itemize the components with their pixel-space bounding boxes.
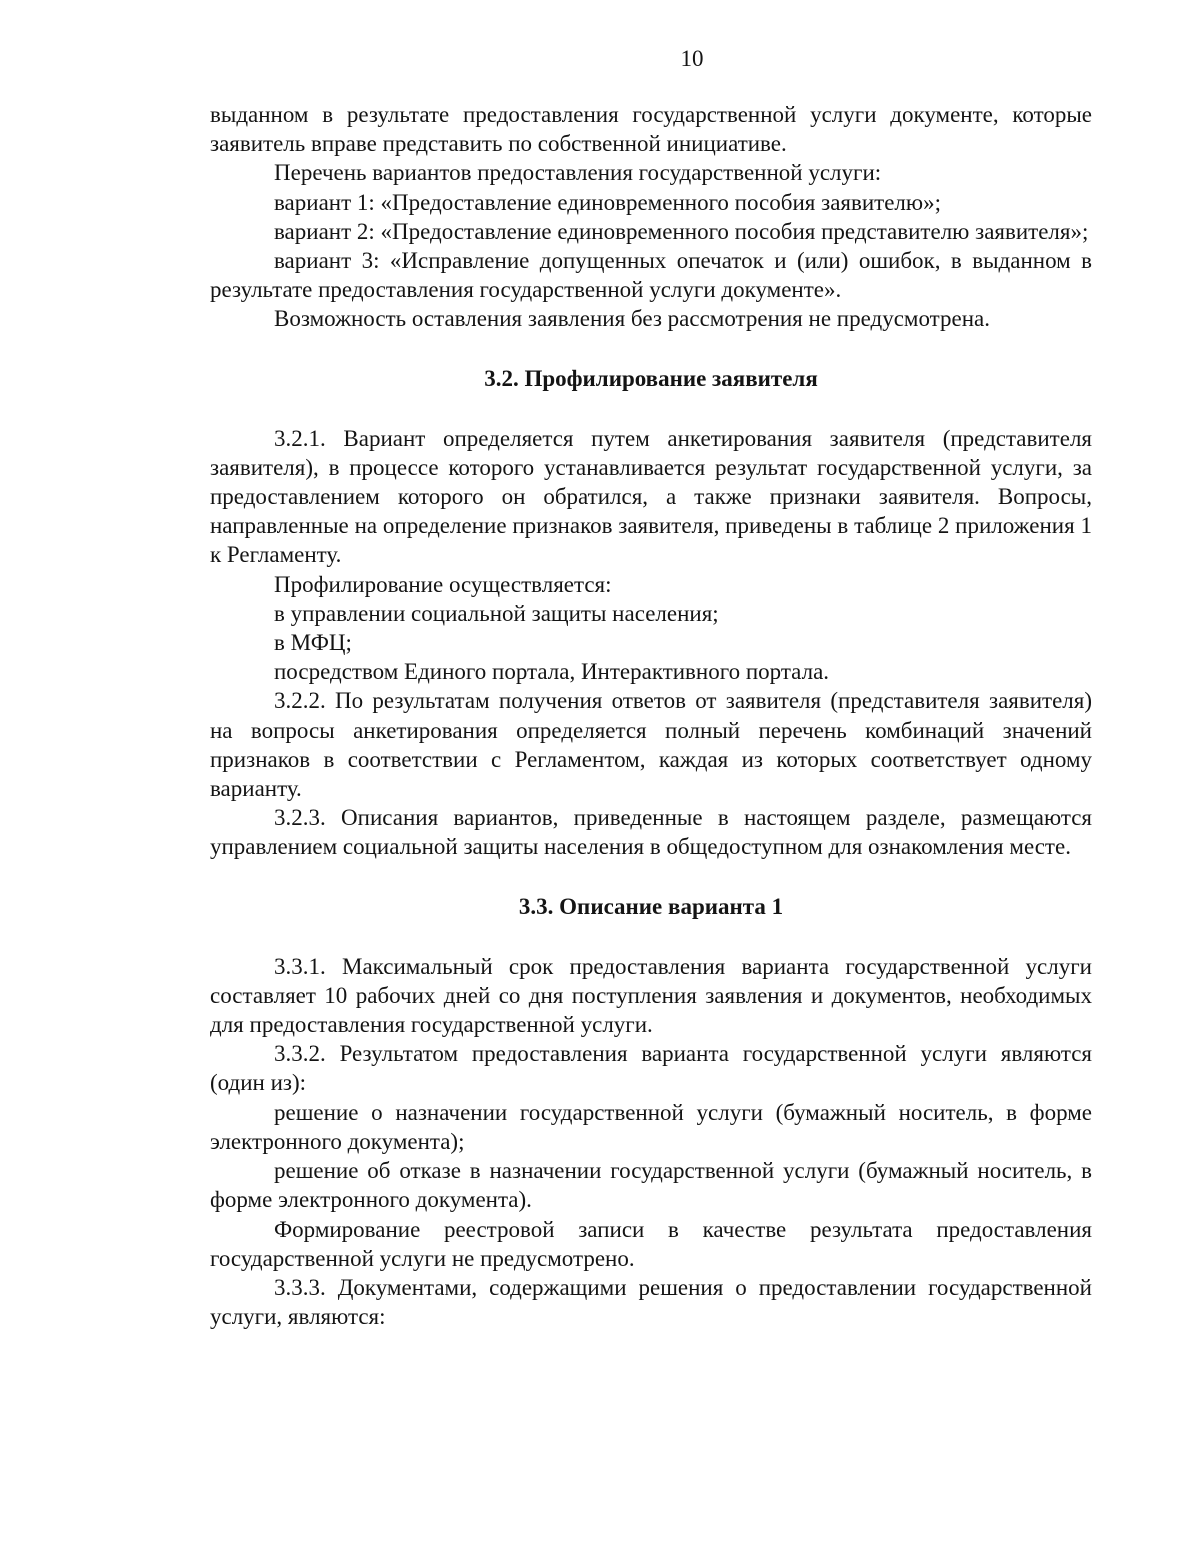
paragraph-3-2-1: 3.2.1. Вариант определяется путем анкетирования заявителя (представителя заявителя), в процессе которого устанавливается результат государственной услуги, за предоставлением которого он обратился, а также признаки заявителя. Вопросы, направленные на определение признаков заявителя, приведены в таблице 2 приложения 1 к Регламенту. (210, 425, 1092, 568)
paragraph-3-2-2: 3.2.2. По результатам получения ответов от заявителя (представителя заявителя) на вопросы анкетирования определяется полный перечень комбинаций значений признаков в соответствии с Регламентом, каждая из которых соответствует одному варианту. (210, 688, 1092, 802)
paragraph-profiling-place-2: в МФЦ; (274, 630, 352, 656)
paragraph-variant-3: вариант 3: «Исправление допущенных опечаток и (или) ошибок, в выданном в результате предоставления государственной услуги документе». (210, 248, 1092, 303)
document-page (210, 44, 1092, 1331)
paragraph-profiling-place-3: посредством Единого портала, Интерактивного портала. (274, 659, 830, 685)
section-heading-3-2: 3.2. Профилирование заявителя (484, 365, 818, 391)
section-heading-3-3: 3.3. Описание варианта 1 (518, 893, 784, 919)
paragraph-3-2-3: 3.2.3. Описания вариантов, приведенные в настоящем разделе, размещаются управлением социальной защиты населения в общедоступном для ознакомления месте. (210, 805, 1092, 860)
paragraph-variant-2: вариант 2: «Предоставление единовременного пособия представителю заявителя»; (274, 218, 1089, 244)
paragraph-result-grant: решение о назначении государственной услуги (бумажный носитель, в форме электронного документа); (210, 1099, 1092, 1154)
paragraph-3-3-2: 3.3.2. Результатом предоставления варианта государственной услуги являются (один из): (210, 1041, 1092, 1096)
paragraph-profiling-place-1: в управлении социальной защиты населения; (274, 600, 719, 626)
paragraph-continuation: выданном в результате предоставления государственной услуги документе, которые заявитель вправе представить по собственной инициативе. (210, 102, 1092, 157)
paragraph-no-rejection: Возможность оставления заявления без рассмотрения не предусмотрена. (274, 306, 990, 332)
paragraph-registry-record: Формирование реестровой записи в качестве результата предоставления государственной услуги не предусмотрено. (210, 1216, 1092, 1271)
paragraph-3-3-1: 3.3.1. Максимальный срок предоставления варианта государственной услуги составляет 10 рабочих дней со дня поступления заявления и документов, необходимых для предоставления государственной услуги. (210, 953, 1092, 1038)
paragraph-result-refusal: решение об отказе в назначении государственной услуги (бумажный носитель, в форме электронного документа). (210, 1158, 1092, 1213)
page-number: 10 (680, 46, 704, 71)
paragraph-profiling-intro: Профилирование осуществляется: (274, 571, 612, 597)
paragraph-3-3-3: 3.3.3. Документами, содержащими решения о предоставлении государственной услуги, являются: (210, 1274, 1092, 1330)
paragraph-variant-1: вариант 1: «Предоставление единовременного пособия заявителю»; (274, 189, 941, 215)
paragraph-variants-intro: Перечень вариантов предоставления государственной услуги: (274, 160, 882, 186)
